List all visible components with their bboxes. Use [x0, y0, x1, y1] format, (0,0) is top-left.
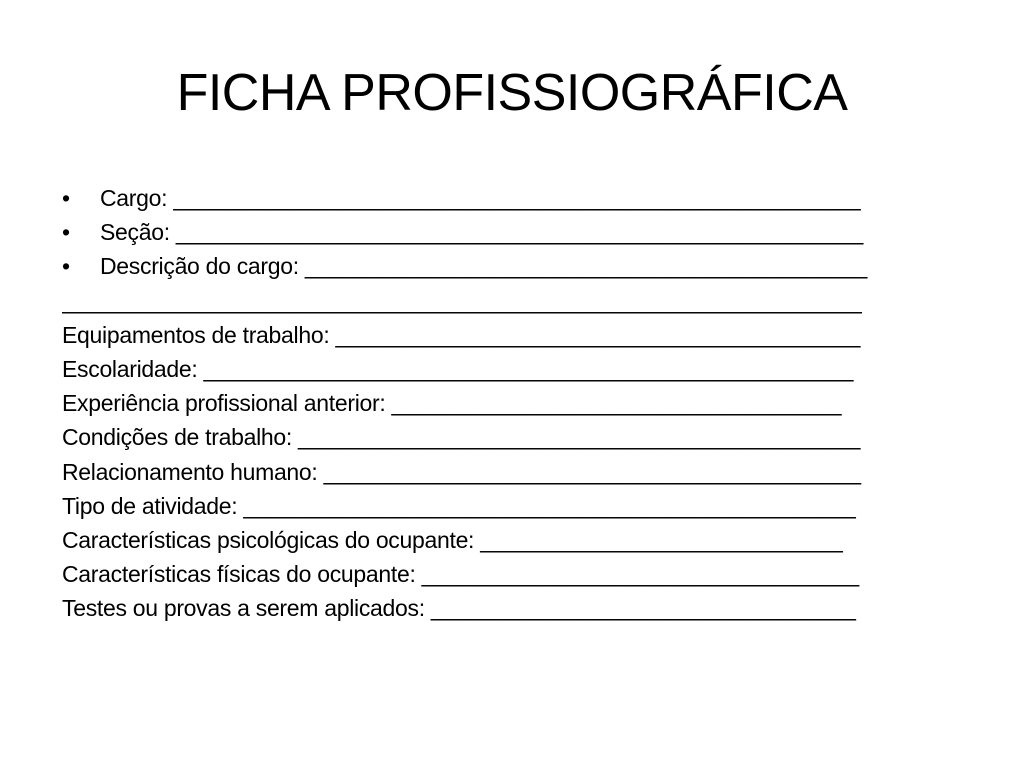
field-label-cargo: Cargo: _______________________________________________________	[100, 185, 861, 211]
field-testes-ou-provas: Testes ou provas a serem aplicados: __________________________________	[62, 595, 856, 622]
bullet-icon: •	[62, 185, 70, 211]
field-condicoes-de-trabalho: Condições de trabalho: _____________________________________________	[62, 424, 861, 451]
field-tipo-de-atividade: Tipo de atividade: _________________________________________________	[62, 492, 856, 519]
field-label-secao: Seção: _______________________________________________________	[100, 219, 863, 246]
bullet-icon: •	[62, 253, 70, 280]
field-label-descricao-do-cargo: Descrição do cargo: _____________________________________________	[100, 253, 868, 280]
page-title: FICHA PROFISSIOGRÁFICA	[176, 64, 848, 122]
field-experiencia-profissional: Experiência profissional anterior: ____________________________________	[62, 390, 842, 417]
field-caracteristicas-fisicas: Características físicas do ocupante: ___________________________________	[62, 561, 859, 588]
field-escolaridade: Escolaridade: ____________________________________________________	[62, 355, 854, 382]
field-cargo	[62, 181, 1002, 215]
field-descricao-do-cargo	[62, 249, 1002, 283]
bullet-icon: •	[62, 219, 70, 246]
field-equipamentos-de-trabalho: Equipamentos de trabalho: __________________________________________	[62, 321, 861, 348]
form-content	[62, 181, 1002, 625]
field-secao	[62, 215, 1002, 249]
field-caracteristicas-psicologicas: Características psicológicas do ocupante: _____________________________	[62, 526, 843, 553]
field-relacionamento-humano: Relacionamento humano: ___________________________________________	[62, 458, 861, 485]
blank-line-descricao-continuation: ________________________________________________________________	[62, 287, 862, 314]
